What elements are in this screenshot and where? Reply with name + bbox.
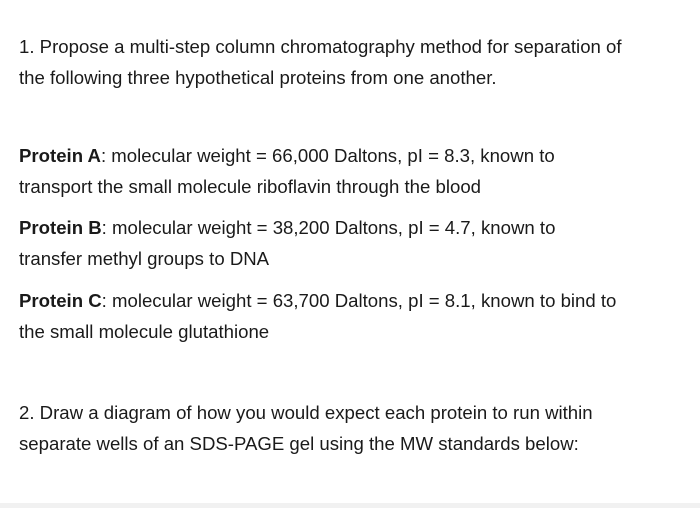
question-1-line-2: the following three hypothetical proteins from one another.: [19, 67, 497, 88]
protein-a-name: Protein A: [19, 145, 101, 166]
protein-a-line-2: transport the small molecule riboflavin through the blood: [19, 176, 482, 197]
protein-c-name: Protein C: [19, 290, 102, 311]
protein-b-description: [19, 212, 691, 274]
question-2-line-1: 2. Draw a diagram of how you would expect each protein to run within: [19, 402, 593, 423]
bottom-edge: [0, 503, 700, 508]
question-1-line-1: 1. Propose a multi-step column chromatography method for separation of: [19, 36, 622, 57]
protein-b-line-2: transfer methyl groups to DNA: [19, 248, 270, 269]
protein-b-name: Protein B: [19, 217, 102, 238]
question-1: [19, 31, 691, 93]
protein-b-line-1: : molecular weight = 38,200 Daltons, pI = 4.7, known to: [101, 217, 556, 238]
protein-c-line-2: the small molecule glutathione: [19, 321, 270, 342]
question-2-line-2: separate wells of an SDS-PAGE gel using the MW standards below:: [19, 433, 579, 454]
protein-a-line-1: : molecular weight = 66,000 Daltons, pI = 8.3, known to: [100, 145, 555, 166]
protein-c-line-1: : molecular weight = 63,700 Daltons, pI = 8.1, known to bind to: [101, 290, 617, 311]
protein-a-description: [19, 140, 691, 202]
question-2: [19, 397, 691, 459]
protein-c-description: [19, 285, 691, 347]
